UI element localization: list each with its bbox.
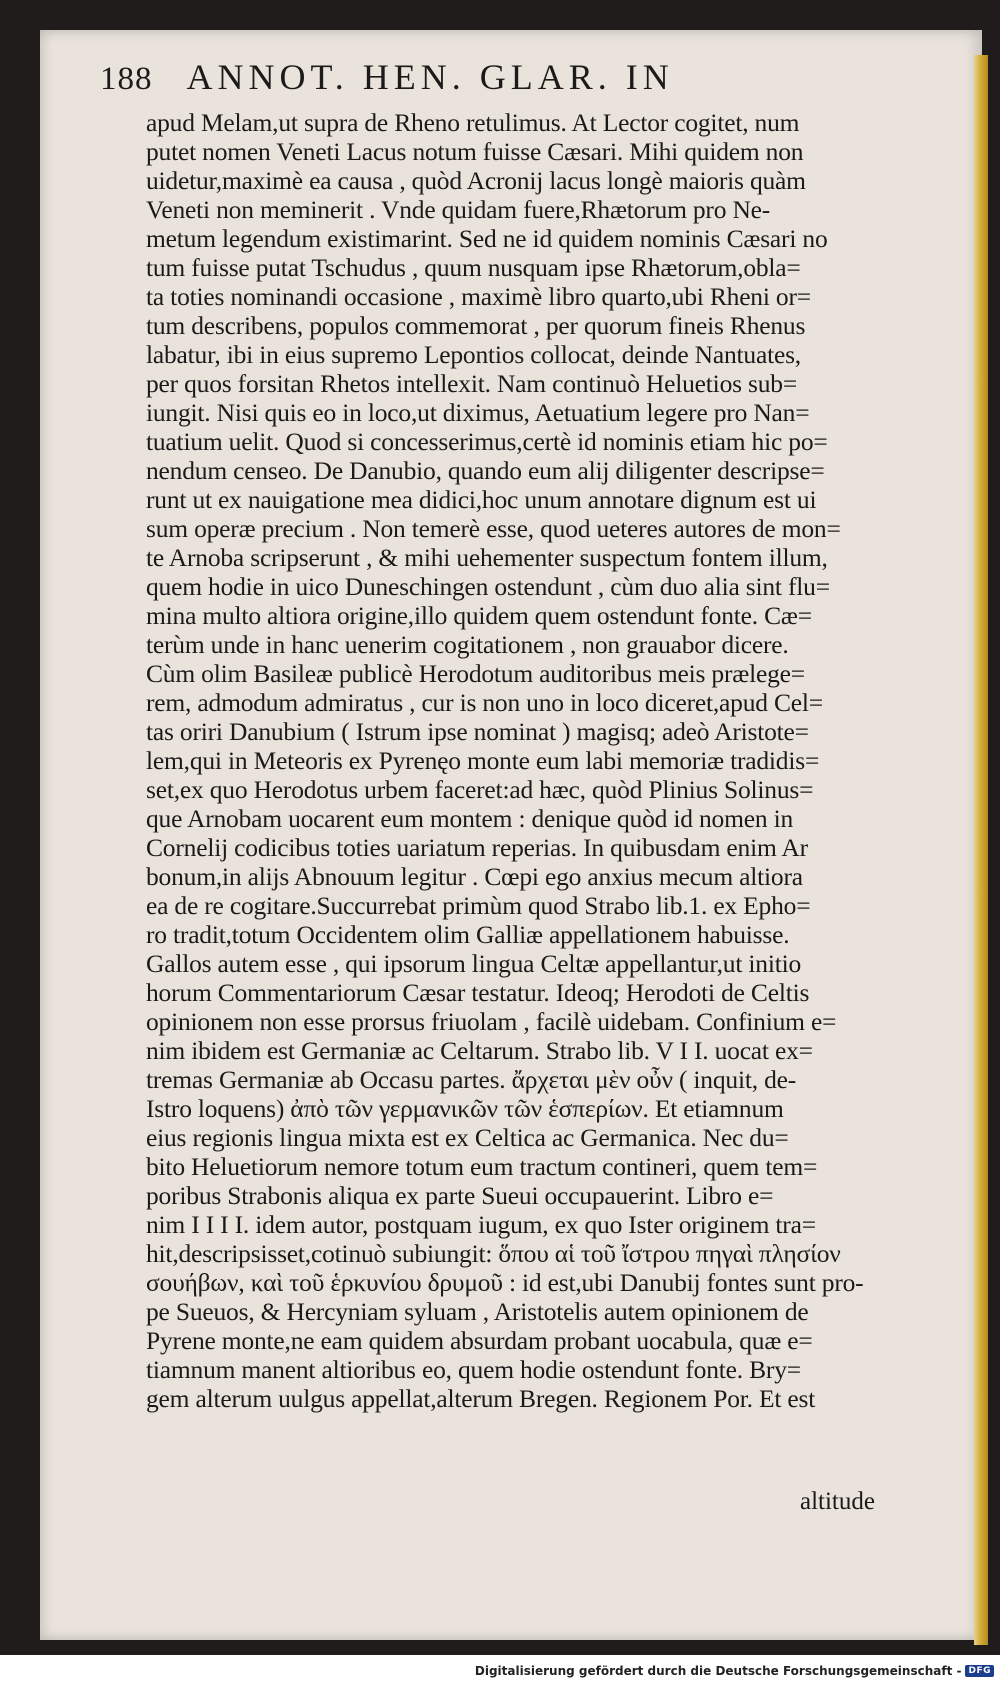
text-line: ta toties nominandi occasione , maximè libro quarto,ubi Rheni or= xyxy=(146,282,811,311)
text-line: Veneti non meminerit . Vnde quidam fuere,Rhætorum pro Ne- xyxy=(146,195,771,224)
text-line: ea de re cogitare.Succurrebat primùm quod Strabo lib.1. ex Epho= xyxy=(146,891,811,920)
text-line: Pyrene monte,ne eam quidem absurdam probant uocabula, quæ e= xyxy=(146,1326,813,1355)
text-line: ro tradit,totum Occidentem olim Galliæ appellationem habuisse. xyxy=(146,920,790,949)
text-line: nendum censeo. De Danubio, quando eum alij diligenter descripse= xyxy=(146,456,825,485)
text-line: quem hodie in uico Duneschingen ostendunt , cùm duo alia sint flu= xyxy=(146,572,830,601)
text-line: mina multo altiora origine,illo quidem quem ostendunt fonte. Cæ= xyxy=(146,601,812,630)
text-line: runt ut ex nauigatione mea didici,hoc unum annotare dignum est ui xyxy=(146,485,817,514)
text-line: labatur, ibi in eius supremo Lepontios collocat, deinde Nantuates, xyxy=(146,340,801,369)
text-line: tum describens, populos commemorat , per quorum fineis Rhenus xyxy=(146,311,806,340)
text-line: apud Melam,ut supra de Rheno retulimus. At Lector cogitet, num xyxy=(146,108,800,137)
text-line: bonum,in alijs Abnouum legitur . Cœpi ego anxius mecum altiora xyxy=(146,862,803,891)
text-line: set,ex quo Herodotus urbem faceret:ad hæc, quòd Plinius Solinus= xyxy=(146,775,814,804)
text-line: tiamnum manent altioribus eo, quem hodie ostendunt fonte. Bry= xyxy=(146,1355,801,1384)
text-line: hit,descripsisset,cotinuò subiungit: ὅπου αἱ τοῦ ἴστρου πηγαὶ πλησίον xyxy=(146,1239,841,1268)
text-line: nim ibidem est Germaniæ ac Celtarum. Strabo lib. V I I. uocat ex= xyxy=(146,1036,813,1065)
body-text xyxy=(146,108,926,1413)
text-line: terùm unde in hanc uenerim cogitationem , non grauabor dicere. xyxy=(146,630,789,659)
text-line: bito Heluetiorum nemore totum eum tractum contineri, quem tem= xyxy=(146,1152,818,1181)
footer-credit: Digitalisierung gefördert durch die Deutsche Forschungsgemeinschaft - xyxy=(474,1663,962,1678)
text-line: pe Sueuos, & Hercyniam syluam , Aristotelis autem opinionem de xyxy=(146,1297,809,1326)
text-line: putet nomen Veneti Lacus notum fuisse Cæsari. Mihi quidem non xyxy=(146,137,804,166)
text-line: metum legendum existimarint. Sed ne id quidem nominis Cæsari no xyxy=(146,224,828,253)
running-title: ANNOT. HEN. GLAR. IN xyxy=(186,57,674,97)
text-line: tremas Germaniæ ab Occasu partes. ἄρχεται μὲν οὖν ( inquit, de- xyxy=(146,1065,797,1094)
text-line: tas oriri Danubium ( Istrum ipse nominat ) magisq; adeò Aristote= xyxy=(146,717,809,746)
text-line: rem, admodum admiratus , cur is non uno in loco diceret,apud Cel= xyxy=(146,688,823,717)
text-line: Istro loquens) ἀπὸ τῶν γερμανικῶν τῶν ἑσπερίων. Et etiamnum xyxy=(146,1094,784,1123)
page-number: 188 xyxy=(100,61,153,97)
text-line: poribus Strabonis aliqua ex parte Sueui occupauerint. Libro e= xyxy=(146,1181,774,1210)
text-line: iungit. Nisi quis eo in loco,ut diximus, Aetuatium legere pro Nan= xyxy=(146,398,810,427)
text-line: σουήβων, καὶ τοῦ ἑρκυνίου δρυμοῦ : id est,ubi Danubij fontes sunt pro- xyxy=(146,1268,864,1297)
dfg-logo-icon: DFG xyxy=(965,1665,994,1677)
running-head xyxy=(100,56,920,102)
text-line: lem,qui in Meteoris ex Pyrenęo monte eum labi memoriæ tradidis= xyxy=(146,746,820,775)
text-line: Cùm olim Basileæ publicè Herodotum auditoribus meis prælege= xyxy=(146,659,805,688)
text-line: te Arnoba scripserunt , & mihi uehementer suspectum fontem illum, xyxy=(146,543,828,572)
text-line: Cornelij codicibus toties uariatum reperias. In quibusdam enim Ar xyxy=(146,833,808,862)
gilt-page-edge xyxy=(974,55,988,1645)
text-line: nim I I I I. idem autor, postquam iugum, ex quo Ister originem tra= xyxy=(146,1210,816,1239)
text-line: sum operæ precium . Non temerè esse, quod ueteres autores de mon= xyxy=(146,514,841,543)
text-line: que Arnobam uocarent eum montem : denique quòd id nomen in xyxy=(146,804,794,833)
digitization-footer xyxy=(0,1660,994,1681)
text-line: per quos forsitan Rhetos intellexit. Nam continuò Heluetios sub= xyxy=(146,369,798,398)
text-line: tum fuisse putat Tschudus , quum nusquam ipse Rhætorum,obla= xyxy=(146,253,801,282)
text-line: tuatium uelit. Quod si concesserimus,certè id nominis etiam hic po= xyxy=(146,427,828,456)
catchword: altitude xyxy=(800,1488,875,1515)
text-line: Gallos autem esse , qui ipsorum lingua Celtæ appellantur,ut initio xyxy=(146,949,802,978)
text-line: uidetur,maximè ea causa , quòd Acronij lacus longè maioris quàm xyxy=(146,166,806,195)
text-line: eius regionis lingua mixta est ex Celtica ac Germanica. Nec du= xyxy=(146,1123,789,1152)
text-line: opinionem non esse prorsus friuolam , facilè uidebam. Confinium e= xyxy=(146,1007,837,1036)
text-line: gem alterum uulgus appellat,alterum Bregen. Regionem Por. Et est xyxy=(146,1384,816,1413)
text-line: horum Commentariorum Cæsar testatur. Ideoq; Herodoti de Celtis xyxy=(146,978,810,1007)
